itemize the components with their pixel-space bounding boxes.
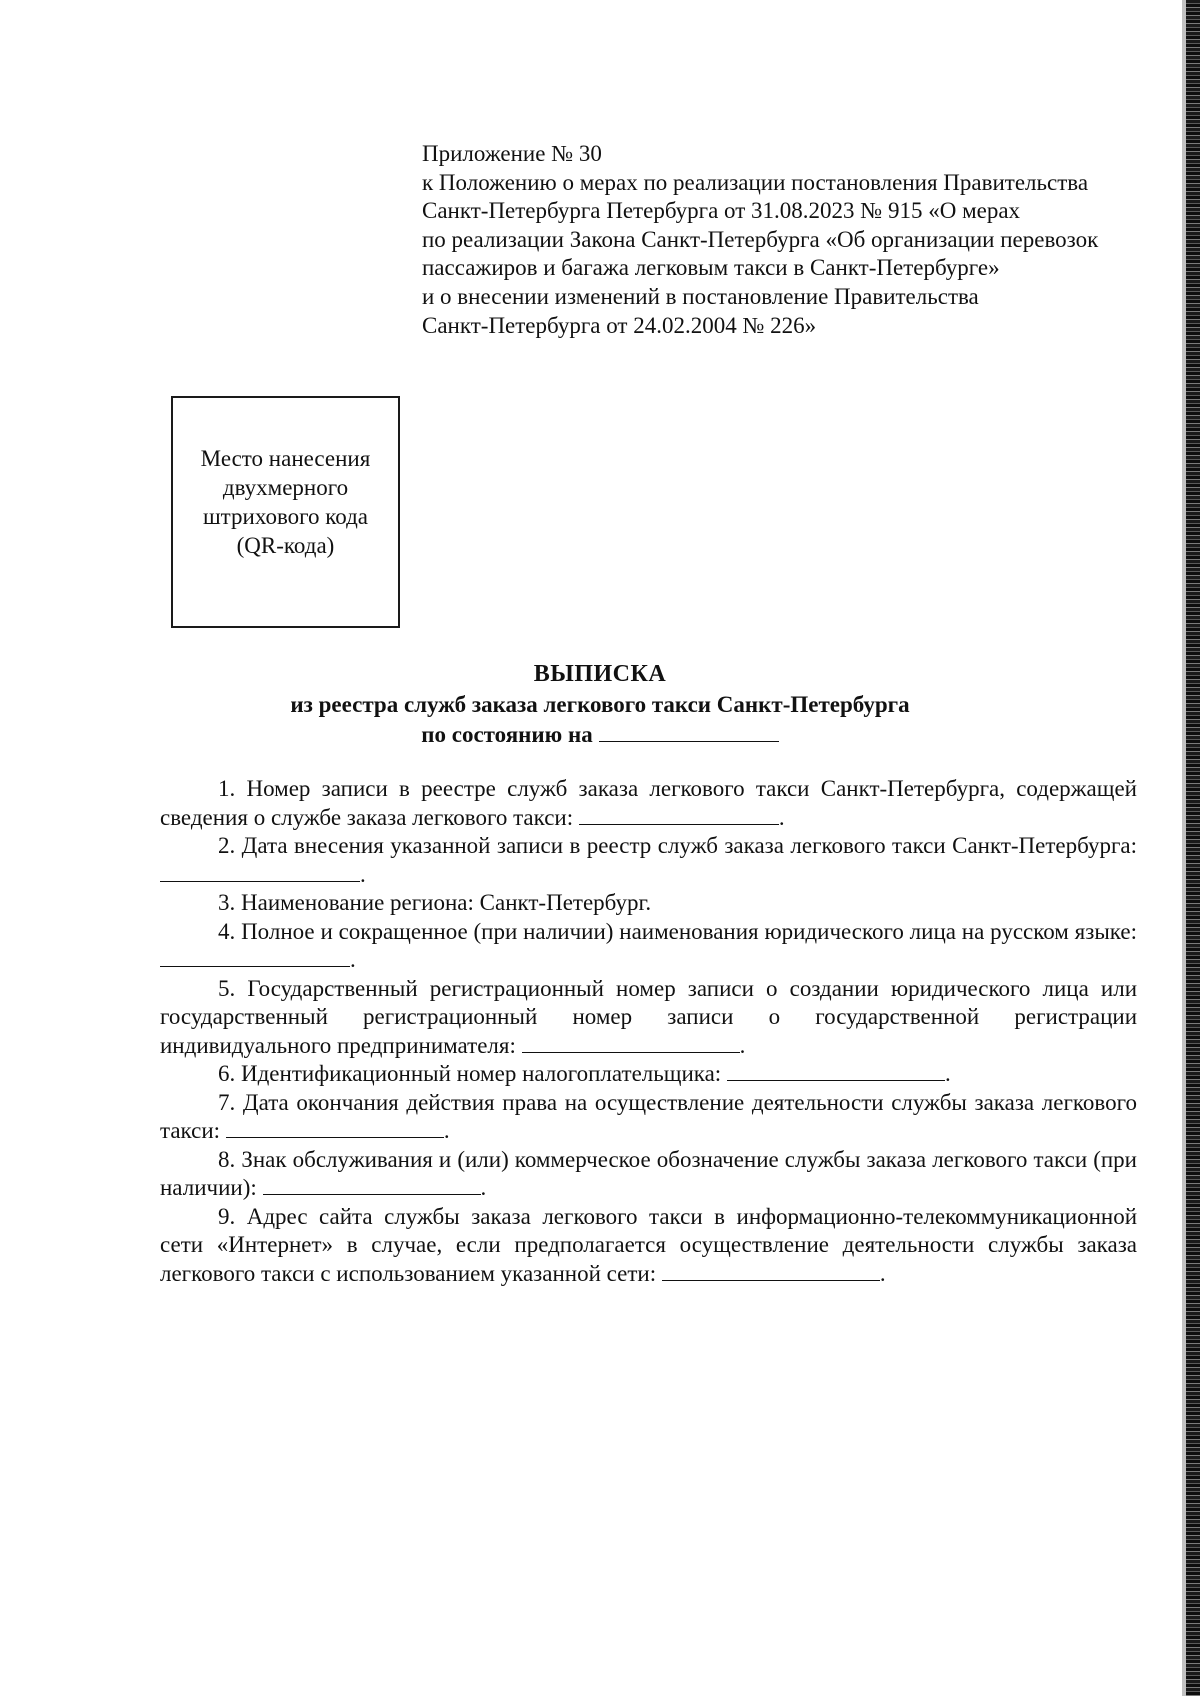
item-period: .: [879, 1260, 886, 1286]
item-period: .: [360, 861, 366, 887]
item-text: 5. Государственный регистрационный номер записи о создании юридического лица или государственный регистрационный номер записи о государственной регистрации индивидуального предпринимателя:: [160, 975, 1137, 1058]
fill-blank: [160, 948, 350, 967]
fill-blank: [263, 1176, 481, 1195]
fill-blank: [579, 806, 779, 825]
qr-code-placeholder: [171, 396, 400, 628]
appendix-line: пассажиров и багажа легковым такси в Санкт-Петербурге»: [422, 255, 1000, 281]
item-period: .: [350, 947, 356, 972]
qr-line: Место нанесения: [200, 446, 371, 471]
item-period: .: [778, 804, 785, 830]
item-text: 7. Дата окончания действия права на осуществление деятельности службы заказа легкового такси:: [160, 1089, 1137, 1143]
document-title: ВЫПИСКА: [533, 661, 667, 687]
qr-line: двухмерного: [222, 475, 349, 500]
fill-blank: [160, 863, 360, 882]
appendix-line: Санкт-Петербурга от 24.02.2004 № 226»: [422, 312, 817, 338]
item-text: 2. Дата внесения указанной записи в реестр служб заказа легкового такси Санкт-Петербурга:: [218, 833, 1137, 858]
scan-edge-border: [1186, 0, 1200, 1696]
qr-line: штрихового кода: [202, 504, 369, 529]
list-item: [160, 1089, 1137, 1146]
extract-items: [160, 775, 1137, 1288]
item-text: 6. Идентификационный номер налогоплательщика:: [218, 1061, 722, 1086]
list-item: [160, 1060, 1137, 1089]
date-blank: [599, 721, 779, 742]
item-period: .: [480, 1175, 487, 1200]
item-text: 1. Номер записи в реестре служб заказа легкового такси Санкт-Петербурга, содержащей сведения о службе заказа легкового такси:: [160, 776, 1137, 830]
item-text: 3. Наименование региона: Санкт-Петербург.: [218, 890, 652, 915]
appendix-line: по реализации Закона Санкт-Петербурга «Об организации перевозок: [422, 226, 1099, 252]
document-date-line: [0, 721, 1200, 748]
list-item: [160, 1146, 1137, 1203]
item-period: .: [944, 1061, 951, 1086]
appendix-line: Приложение № 30: [422, 141, 602, 166]
fill-blank: [522, 1034, 740, 1053]
appendix-line: к Положению о мерах по реализации постановления Правительства: [422, 169, 1089, 195]
list-item: [160, 1203, 1137, 1289]
list-item: [160, 918, 1137, 975]
appendix-header: [422, 140, 1162, 340]
qr-line: (QR-кода): [236, 533, 335, 558]
date-label: по состоянию на: [421, 722, 593, 747]
item-text: 8. Знак обслуживания и (или) коммерческое обозначение службы заказа легкового такси (при наличии):: [160, 1146, 1137, 1200]
item-text: 4. Полное и сокращенное (при наличии) наименования юридического лица на русском языке:: [218, 918, 1137, 944]
item-period: .: [443, 1118, 450, 1143]
fill-blank: [727, 1062, 945, 1081]
qr-placeholder-text: [201, 444, 371, 560]
appendix-line: Санкт-Петербурга Петербурга от 31.08.2023 № 915 «О мерах: [422, 198, 1021, 224]
list-item: [160, 889, 1137, 918]
list-item: [160, 975, 1137, 1061]
fill-blank: [662, 1262, 880, 1281]
appendix-line: и о внесении изменений в постановление Правительства: [422, 283, 979, 309]
list-item: [160, 775, 1137, 832]
fill-blank: [226, 1119, 444, 1138]
list-item: [160, 832, 1137, 889]
item-text: 9. Адрес сайта службы заказа легкового такси в информационно-телекоммуникационной сети «Интернет» в случае, если предполагается осуществление деятельности службы заказа легкового такси с использованием указанной сети:: [160, 1203, 1137, 1286]
document-subtitle: из реестра служб заказа легкового такси Санкт-Петербурга: [290, 692, 910, 717]
item-period: .: [739, 1032, 746, 1058]
